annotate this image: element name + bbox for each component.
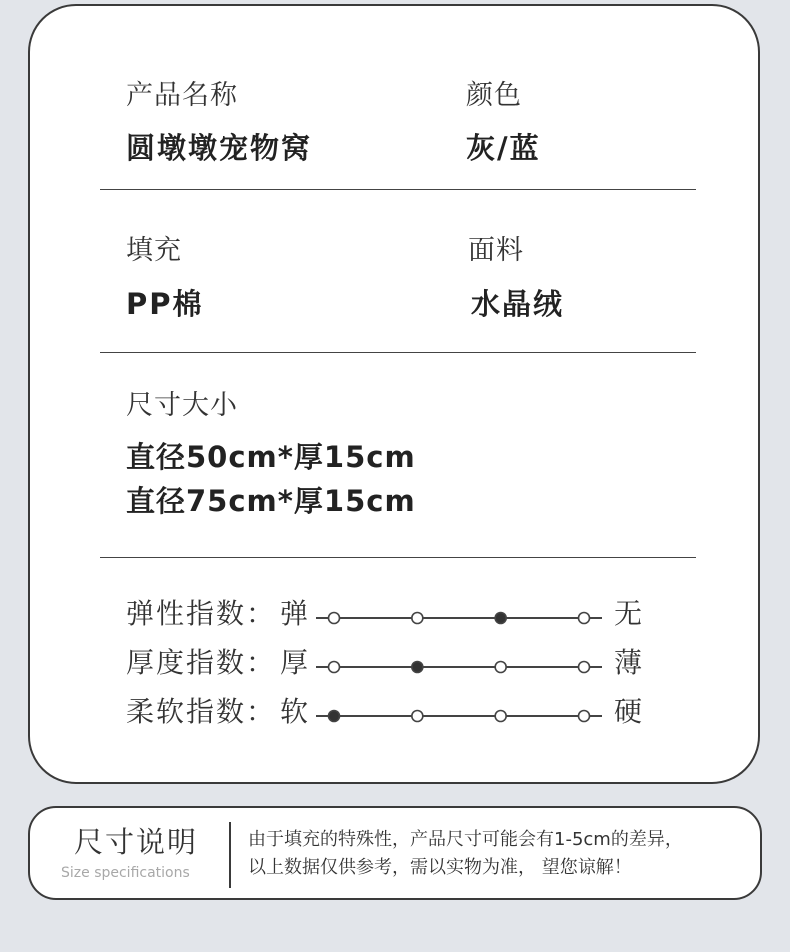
size-value-1: 直径50cm*厚15cm [126,440,416,474]
scale-dot [579,711,590,722]
fabric-value: 水晶绒 [471,287,565,321]
scale-dot [412,711,423,722]
note-separator [229,822,231,888]
note-line-2: 以上数据仅供参考，需以实物为准， 望您谅解！ [248,857,632,878]
index-low-label: 软 [280,695,309,728]
index-name: 厚度指数： [126,646,277,679]
note-subtitle: Size specifications [61,865,190,881]
index-high-label: 薄 [614,646,643,679]
product-info-card [28,4,760,784]
scale-dot [579,613,590,624]
index-name: 柔软指数： [126,695,277,728]
product-name-label: 产品名称 [126,80,238,111]
index-low-label: 厚 [280,646,309,679]
size-label: 尺寸大小 [126,390,238,421]
note-title: 尺寸说明 [74,825,199,859]
scale-dot-active [495,613,506,624]
scale-dot [329,662,340,673]
note-line-1: 由于填充的特殊性，产品尺寸可能会有1-5cm的差异， [248,829,683,850]
divider [100,352,696,353]
scale-dot [495,662,506,673]
filling-value: PP棉 [126,287,204,321]
size-value-2: 直径75cm*厚15cm [126,484,416,518]
size-note-card [28,806,762,900]
color-label: 颜色 [466,80,522,111]
note-text [248,826,683,882]
index-name: 弹性指数： [126,597,277,630]
index-low-label: 弹 [280,597,309,630]
index-scale [316,604,606,632]
scale-dot [579,662,590,673]
color-value: 灰/蓝 [466,131,541,165]
index-high-label: 无 [614,597,643,630]
scale-dot-active [412,662,423,673]
scale-dot [412,613,423,624]
index-scale [316,653,606,681]
product-name-value: 圆墩墩宠物窝 [126,131,313,165]
scale-dot-active [329,711,340,722]
scale-dot [329,613,340,624]
fabric-label: 面料 [468,235,524,266]
index-high-label: 硬 [614,695,643,728]
divider [100,189,696,190]
index-scale [316,702,606,730]
scale-dot [495,711,506,722]
filling-label: 填充 [126,235,182,266]
divider [100,557,696,558]
